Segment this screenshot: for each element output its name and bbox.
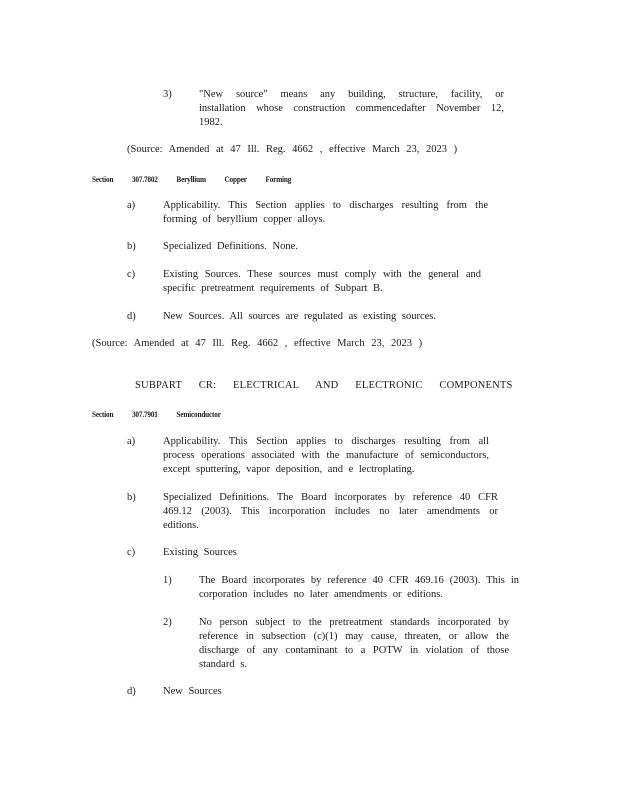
- section-title-word: Copper: [224, 174, 247, 184]
- section-heading-7901: [92, 407, 239, 421]
- s7802-a-text: Applicability. This Section applies to discharges resulting from the forming of beryllium copper alloys.: [163, 200, 488, 225]
- s7901-c2-number: 2): [163, 617, 172, 628]
- section-number: 307.7802: [131, 174, 158, 184]
- item-3-text: "New source" means any building, structure, facility, or installation whose construction commencedafter November 12, 1982.: [199, 89, 504, 128]
- s7802-d-number: d): [127, 311, 136, 322]
- section-title-word: Beryllium: [176, 174, 206, 184]
- s7901-c1-text: The Board incorporates by reference 40 CFR 469.16 (2003). This in corporation includes no later amendments or editions.: [199, 575, 519, 600]
- section-title-word: Forming: [265, 174, 292, 184]
- s7802-b-text: Specialized Definitions. None.: [163, 241, 298, 252]
- s7901-c2-text: No person subject to the pretreatment standards incorporated by reference in subsection (c)(1) may cause, threaten, or allow the discharge of any contaminant to a POTW in violation of those standard s.: [199, 617, 509, 670]
- s7901-c-text: Existing Sources: [163, 547, 237, 558]
- s7802-c-text: Existing Sources. These sources must comply with the general and specific pretreatment requirements of Subpart B.: [163, 269, 481, 294]
- s7901-c-number: c): [127, 547, 136, 558]
- s7901-b-number: b): [127, 492, 136, 503]
- item-3-number: 3): [163, 89, 172, 100]
- subpart-title: SUBPART CR: ELECTRICAL AND ELECTRONIC COMPONENTS: [135, 380, 513, 391]
- section-word: Section: [92, 409, 114, 419]
- s7901-a-number: a): [127, 436, 136, 447]
- section-word: Section: [92, 174, 114, 184]
- s7901-d-text: New Sources: [163, 686, 222, 697]
- s7901-c1-number: 1): [163, 575, 172, 586]
- section-title: Semiconductor: [176, 409, 221, 419]
- s7802-c-number: c): [127, 269, 136, 280]
- source-note-1: (Source: Amended at 47 Ill. Reg. 4662 , effective March 23, 2023 ): [127, 144, 458, 155]
- s7802-a-number: a): [127, 200, 136, 211]
- s7802-d-text: New Sources. All sources are regulated as existing sources.: [163, 311, 437, 322]
- section-heading-7802: [92, 172, 310, 186]
- s7901-d-number: d): [127, 686, 136, 697]
- section-number: 307.7901: [131, 409, 158, 419]
- s7901-a-text: Applicability. This Section applies to discharges resulting from all process operations associated with the manufacture of semiconductors, except sputtering, vapor deposition, and e lectroplating.: [163, 436, 489, 475]
- s7901-b-text: Specialized Definitions. The Board incorporates by reference 40 CFR 469.12 (2003). This incorporation includes no later amendments or editions.: [163, 492, 498, 531]
- source-note-2: (Source: Amended at 47 Ill. Reg. 4662 , effective March 23, 2023 ): [92, 338, 423, 349]
- s7802-b-number: b): [127, 241, 136, 252]
